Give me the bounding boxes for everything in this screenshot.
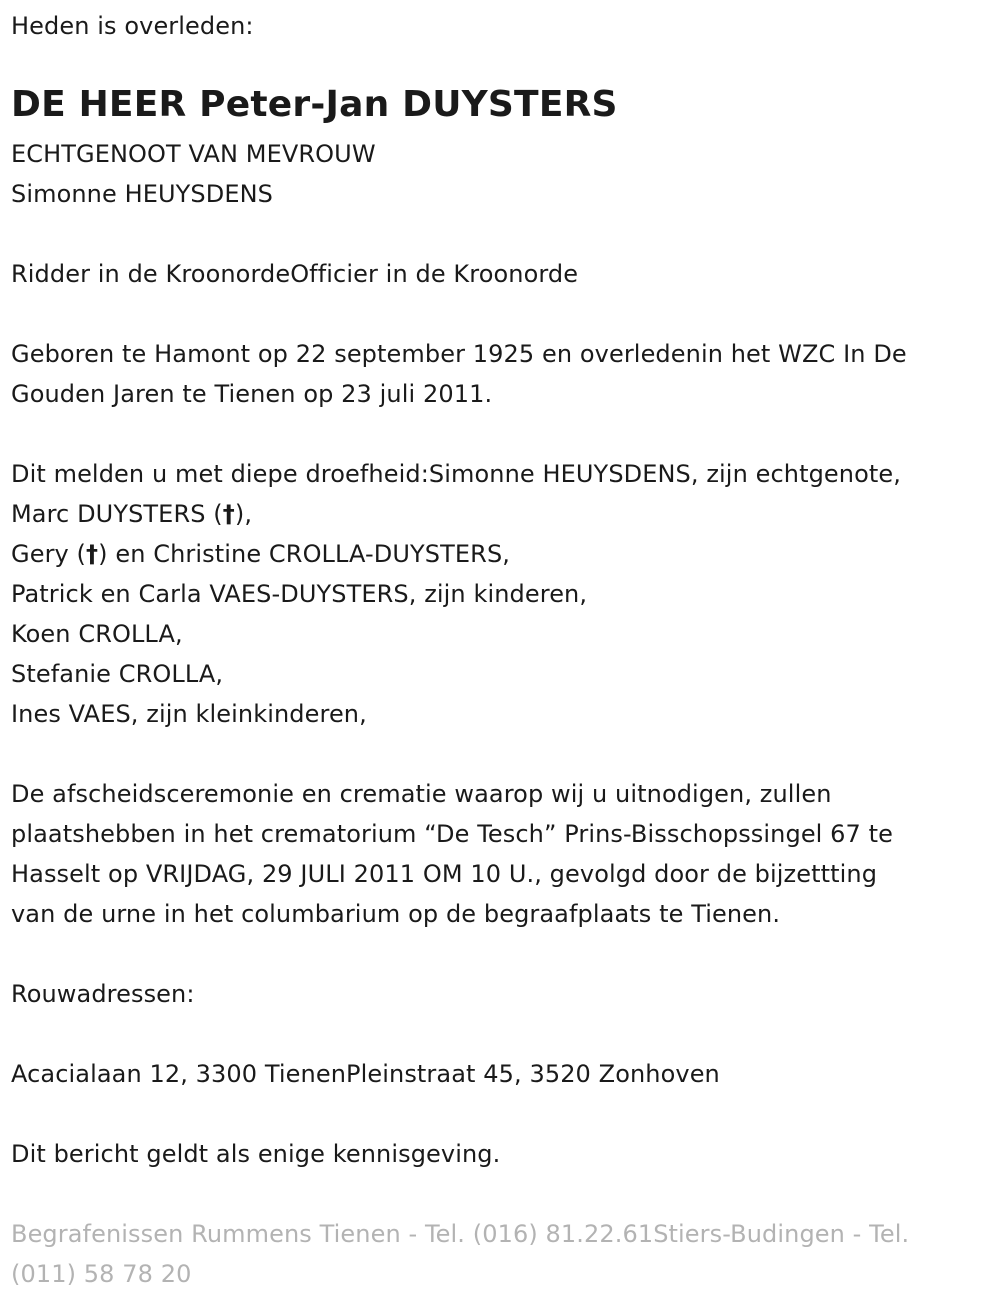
spouse-line-2: Simonne HEUYSDENS bbox=[11, 180, 273, 208]
funeral-home-footer bbox=[11, 1214, 909, 1294]
notice-text: Dit bericht geldt als enige kennisgeving. bbox=[11, 1140, 501, 1168]
mourner-marc-name: Marc DUYSTERS ( bbox=[11, 500, 223, 528]
spouse-block bbox=[11, 134, 376, 214]
ceremony-line-1: De afscheidsceremonie en crematie waarop wij u uitnodigen, zullen bbox=[11, 780, 832, 808]
mourners-line-3 bbox=[11, 534, 901, 574]
mourners-line-1: Dit melden u met diepe droefheid:Simonne HEUYSDENS, zijn echtgenote, bbox=[11, 460, 901, 488]
cross-icon: † bbox=[86, 540, 99, 568]
birth-death-block bbox=[11, 334, 907, 414]
intro-text: Heden is overleden: bbox=[11, 12, 254, 40]
mourning-addresses: Acacialaan 12, 3300 TienenPleinstraat 45, 3520 Zonhoven bbox=[11, 1060, 720, 1088]
ceremony-line-3: Hasselt op VRIJDAG, 29 JULI 2011 OM 10 U., gevolgd door de bijzettting bbox=[11, 860, 878, 888]
ceremony-line-4: van de urne in het columbarium op de begraafplaats te Tienen. bbox=[11, 900, 781, 928]
mourner-marc-suffix: ), bbox=[234, 500, 253, 528]
born-line-1: Geboren te Hamont op 22 september 1925 en overledenin het WZC In De bbox=[11, 340, 907, 368]
mourners-line-4: Patrick en Carla VAES-DUYSTERS, zijn kinderen, bbox=[11, 580, 588, 608]
ceremony-line-2: plaatshebben in het crematorium “De Tesch” Prins-Bisschopssingel 67 te bbox=[11, 820, 894, 848]
mourner-gery-name: Gery ( bbox=[11, 540, 87, 568]
mourners-line-7: Ines VAES, zijn kleinkinderen, bbox=[11, 700, 367, 728]
cross-icon: † bbox=[222, 500, 235, 528]
ceremony-block bbox=[11, 774, 893, 934]
footer-line-2: (011) 58 78 20 bbox=[11, 1260, 192, 1288]
born-line-2: Gouden Jaren te Tienen op 23 juli 2011. bbox=[11, 380, 493, 408]
mourners-line-5: Koen CROLLA, bbox=[11, 620, 183, 648]
deceased-name: DE HEER Peter-Jan DUYSTERS bbox=[11, 84, 618, 125]
mourners-block bbox=[11, 454, 901, 734]
mourners-line-2 bbox=[11, 494, 901, 534]
spouse-line-1: ECHTGENOOT VAN MEVROUW bbox=[11, 140, 376, 168]
rouwadressen-label: Rouwadressen: bbox=[11, 980, 195, 1008]
honorary-titles: Ridder in de KroonordeOfficier in de Kroonorde bbox=[11, 260, 579, 288]
footer-line-1: Begrafenissen Rummens Tienen - Tel. (016) 81.22.61Stiers-Budingen - Tel. bbox=[11, 1220, 910, 1248]
mourners-line-6: Stefanie CROLLA, bbox=[11, 660, 224, 688]
mourner-gery-suffix: ) en Christine CROLLA-DUYSTERS, bbox=[98, 540, 511, 568]
